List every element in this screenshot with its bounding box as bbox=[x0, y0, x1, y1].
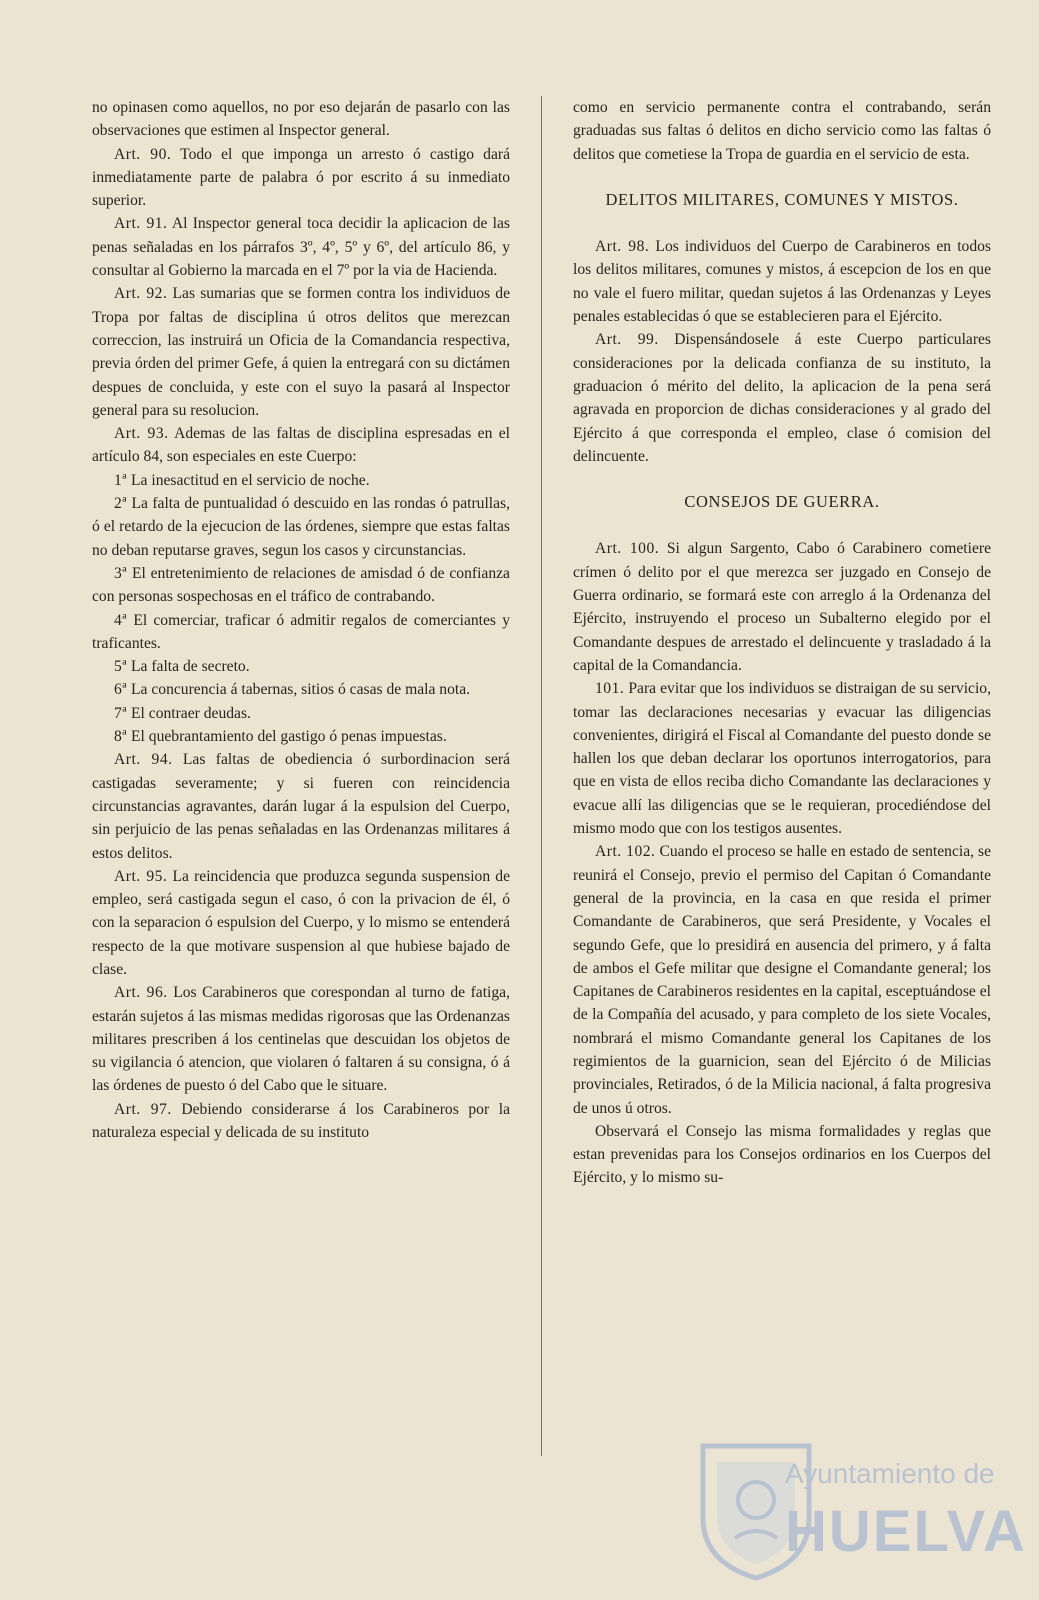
paragraph-text: Observará el Consejo las misma formalidades y reglas que estan prevenidas para los Consejos ordinarios en los Cuerpos del Ejército, y lo mismo su- bbox=[573, 1122, 991, 1187]
paragraph-text: La inesactitud en el servicio de noche. bbox=[131, 471, 370, 489]
paragraph bbox=[573, 96, 991, 166]
list-item bbox=[92, 655, 510, 678]
list-item bbox=[92, 562, 510, 609]
article-paragraph bbox=[92, 422, 510, 469]
section-heading: DELITOS MILITARES, COMUNES Y MISTOS. bbox=[605, 189, 959, 209]
watermark bbox=[695, 1440, 1027, 1580]
watermark-line-1: Ayuntamiento de bbox=[785, 1458, 995, 1489]
left-column bbox=[92, 96, 510, 1144]
list-item bbox=[92, 469, 510, 492]
article-paragraph bbox=[92, 865, 510, 981]
article-label: 4ª bbox=[114, 611, 128, 629]
paragraph-text: Las faltas de obediencia ó surbordinacion será castigadas severamente; y si fueren con reincidencia circunstancias agravantes, darán lugar á la espulsion del Cuerpo, sin perjuicio de las penas señaladas en las Ordenanzas militares á estos delitos. bbox=[92, 751, 510, 862]
article-label: 5ª bbox=[114, 658, 128, 676]
list-item bbox=[92, 609, 510, 656]
paragraph-text: El entretenimiento de relaciones de amisdad ó de confianza con personas sospechosas en el tráfico de contrabando. bbox=[92, 564, 510, 606]
article-label: Art. 92. bbox=[114, 285, 168, 303]
paragraph-text: Debiendo considerarse á los Carabineros por la naturaleza especial y delicada de su instituto bbox=[92, 1100, 510, 1142]
paragraph-text: La falta de secreto. bbox=[131, 658, 250, 676]
article-paragraph bbox=[92, 748, 510, 864]
paragraph-text: Cuando el proceso se halle en estado de sentencia, se reunirá el Consejo, previo el permiso del Capitan ó Comandante general de la provincia, en la casa en que resida el primer Comandante de Carabineros, que será Presidente, y Vocales el segundo Gefe, que lo presidirá en ausencia del primero, y á falta de ambos el Gefe militar que designe el Comandante general; los Capitanes de Carabineros residentes en la capital, esceptuándose el de la Compañía del acusado, y para completo de los siete Vocales, nombrará el mismo Comandante general los Capitanes de los regimientos de la guarnicion, sean del Ejército ó de Milicias provinciales, Retirados, ó de la Milicia nacional, á falta progresiva de unos ú otros. bbox=[573, 843, 992, 1117]
paragraph-text: El quebrantamiento del gastigo ó penas impuestas. bbox=[131, 728, 447, 746]
column-divider bbox=[541, 96, 542, 1456]
list-item bbox=[92, 492, 510, 562]
article-label: 6ª bbox=[114, 681, 128, 699]
article-paragraph bbox=[92, 1098, 510, 1145]
paragraph-text: no opinasen como aquellos, no por eso dejarán de pasarlo con las observaciones que estimen al Inspector general. bbox=[92, 99, 510, 140]
article-paragraph bbox=[573, 328, 991, 468]
paragraph-text: El contraer deudas. bbox=[131, 704, 251, 722]
paragraph-text: Dispensándosele á este Cuerpo particulares consideraciones por la delicada confianza de su instituto, la graduacion ó mérito del delito, la aplicacion de la pena será agravada en proporcion de dichas consideraciones y al grado del Ejército á que corresponda el empleo, clase ó comision del delincuente. bbox=[573, 331, 992, 465]
list-item bbox=[92, 678, 510, 701]
article-label: 1ª bbox=[114, 471, 128, 489]
paragraph-text: Las sumarias que se formen contra los individuos de Tropa por faltas de disciplina ú otros delitos que merezcan correccion, las instruirá un Oficia de la Comandancia respectiva, previa órden del primer Gefe, á quien la entregará con su dictámen despues de concluida, y este con el suyo la pasará al Inspector general para su resolucion. bbox=[92, 285, 510, 419]
article-paragraph bbox=[92, 981, 510, 1097]
list-item bbox=[92, 725, 510, 748]
article-paragraph bbox=[92, 143, 510, 213]
section-heading: CONSEJOS DE GUERRA. bbox=[684, 492, 880, 512]
paragraph-text: La reincidencia que produzca segunda suspension de empleo, será castigada segun el caso, ó con la privacion de él, ó con la separacion ó espulsion del Cuerpo, y lo mismo se entenderá respecto de la que motivare suspension al que hubiese bajado de clase. bbox=[92, 867, 510, 978]
paragraph-text: Al Inspector general toca decidir la aplicacion de las penas señaladas en los párrafos 3º, 4º, 5º y 6º, del artículo 86, y consultar al Gobierno la marcada en el 7º por la via de Hacienda. bbox=[92, 215, 510, 280]
article-label: 8ª bbox=[114, 728, 128, 746]
article-label: Art. 90. bbox=[114, 145, 172, 163]
watermark-line-2: HUELVA bbox=[785, 1499, 1027, 1564]
article-label: Art. 100. bbox=[595, 540, 660, 558]
article-label: Art. 96. bbox=[114, 984, 168, 1002]
article-label: Art. 98. bbox=[595, 238, 650, 256]
article-label: 3ª bbox=[114, 564, 128, 582]
paragraph-text: La falta de puntualidad ó descuido en las rondas ó patrullas, ó el retardo de la ejecucion de las órdenes, siempre que estas faltas no deban reputarse graves, segun los casos y circunstancias. bbox=[92, 495, 511, 559]
paragraph bbox=[92, 96, 510, 143]
article-paragraph bbox=[92, 212, 510, 282]
article-label: Art. 91. bbox=[114, 215, 168, 233]
article-label: 2ª bbox=[114, 495, 128, 513]
paragraph-text: Para evitar que los individuos se distraigan de su servicio, tomar las declaraciones necesarias y evacuar las diligencias convenientes, dirigirá el Fiscal al Comandante del puesto donde se hallen los que deban declarar los oportunos interrogatorios, para que en vista de ellos reciba dicho Comandante las declaraciones y evacue allí las diligencias que se le requieran, procediéndose del mismo modo que con los testigos ausentes. bbox=[573, 680, 991, 838]
paragraph-text: El comerciar, traficar ó admitir regalos de comerciantes y traficantes. bbox=[92, 611, 510, 652]
article-label: 7ª bbox=[114, 704, 128, 722]
list-item bbox=[92, 702, 510, 725]
article-label: Art. 102. bbox=[595, 843, 656, 861]
right-column bbox=[573, 96, 991, 1190]
article-paragraph bbox=[573, 677, 991, 840]
article-paragraph bbox=[573, 235, 991, 328]
article-label: Art. 99. bbox=[595, 331, 659, 349]
paragraph-text: Los individuos del Cuerpo de Carabineros en todos los delitos militares, comunes y mistos, á escepcion de los en que no vale el fuero militar, quedan sujetos á las Ordenanzas y Leyes penales establecidas ó que se establecieren para el Ejército. bbox=[573, 238, 991, 326]
paragraph-text: como en servicio permanente contra el contrabando, serán graduadas sus faltas ó delitos en dicho servicio como las faltas ó delitos que cometiese la Tropa de guardia en el servicio de esta. bbox=[573, 99, 991, 163]
paragraph-text: La concurencia á tabernas, sitios ó casas de mala nota. bbox=[131, 681, 471, 699]
article-label: Art. 94. bbox=[114, 751, 173, 769]
paragraph-text: Si algun Sargento, Cabo ó Carabinero cometiere crímen ó delito por el que merezca ser juzgado en Consejo de Guerra ordinario, se formará este con arreglo á la Ordenanza del Ejército, instruyendo el proceso un Subalterno elegido por el Comandante despues de arrestado el delincuente y trasladado á la capital de la Comandancia. bbox=[573, 540, 991, 674]
paragraph-text: Ademas de las faltas de disciplina espresadas en el artículo 84, son especiales en este Cuerpo: bbox=[92, 425, 511, 466]
article-label: 101. bbox=[595, 680, 625, 698]
article-paragraph bbox=[92, 282, 510, 422]
article-label: Art. 95. bbox=[114, 867, 168, 885]
paragraph-text: Los Carabineros que corespondan al turno de fatiga, estarán sujetos á las mismas medidas rigorosas que las Ordenanzas militares prescriben á los centinelas que descuidan los objetos de su vigilancia ó atencion, que violaren ó faltaren á su consigna, ó á las órdenes de puesto ó del Cabo que le situare. bbox=[92, 984, 510, 1095]
article-label: Art. 97. bbox=[114, 1100, 172, 1118]
paragraph bbox=[573, 1120, 991, 1190]
article-label: Art. 93. bbox=[114, 425, 169, 443]
paragraph-text: Todo el que imponga un arresto ó castigo dará inmediatamente parte de palabra ó por escrito á su inmediato superior. bbox=[92, 145, 511, 210]
article-paragraph bbox=[573, 537, 991, 677]
article-paragraph bbox=[573, 840, 991, 1120]
